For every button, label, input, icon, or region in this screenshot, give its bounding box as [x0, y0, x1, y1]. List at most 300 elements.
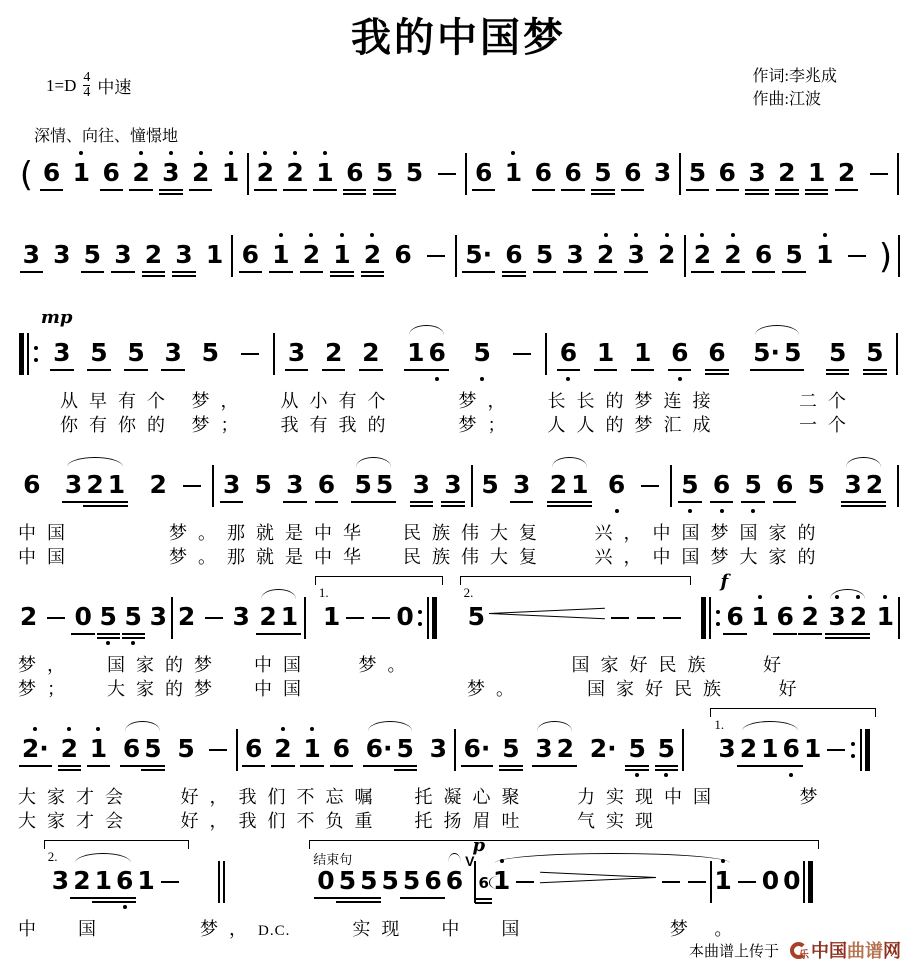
underline: [361, 271, 384, 273]
jianpu-note: 5: [473, 339, 490, 367]
dash: [663, 617, 681, 619]
underline: [752, 271, 775, 273]
dash: [427, 255, 445, 257]
jianpu-note: 5: [628, 735, 645, 763]
jianpu-note: 2: [286, 159, 303, 187]
underline: [591, 193, 614, 195]
underline: [441, 505, 464, 507]
jianpu-note: 6: [23, 470, 41, 499]
jianpu-note: 3: [566, 241, 583, 269]
underline: [330, 765, 353, 767]
barline: [171, 603, 173, 645]
underline: [691, 271, 714, 273]
dash: [738, 881, 756, 883]
dash: [516, 881, 534, 883]
jianpu-note: 5: [339, 867, 356, 895]
dash: [513, 353, 531, 355]
volta-bracket: [460, 585, 691, 631]
dash: [205, 617, 223, 619]
jianpu-note: 2: [801, 603, 818, 631]
jianpu-note: 1: [493, 867, 510, 895]
underline: [336, 897, 359, 899]
paren: (: [19, 155, 33, 195]
barline: [218, 867, 225, 909]
underline: [142, 271, 165, 273]
underline: [357, 901, 380, 903]
jianpu-note: 6: [318, 471, 335, 499]
underline: [400, 897, 423, 899]
octave-dot-low: [106, 641, 110, 645]
music-system-1: [2, 309, 915, 437]
underline: [113, 897, 136, 899]
underline: [83, 501, 106, 503]
octave-dot-high: [604, 233, 608, 237]
barline: [701, 603, 722, 645]
jianpu-note: 6: [242, 241, 259, 269]
jianpu-note: 2: [145, 241, 162, 269]
barline: [19, 339, 40, 381]
underline: [359, 369, 382, 371]
underline: [805, 193, 828, 195]
jianpu-note: 6: [755, 241, 772, 269]
lyrics-line: 大家才会 好，我们不忘嘱 托凝心聚 力实现中国 梦: [18, 787, 829, 807]
jianpu-note: 2: [303, 241, 320, 269]
jianpu-note: 2: [73, 867, 90, 895]
lyrics-line: 梦； 大家的梦 中国 梦。 国家好民族 好: [18, 679, 808, 699]
octave-dot-high: [370, 233, 374, 237]
jianpu-note: 6: [245, 735, 262, 763]
barline: [684, 241, 686, 283]
octave-dot-low: [664, 773, 668, 777]
underline: [62, 501, 85, 503]
underline: [462, 271, 495, 273]
underline: [58, 765, 81, 767]
jianpu-note: 3: [828, 603, 845, 631]
barline: [898, 241, 900, 283]
jianpu-note: 6: [624, 159, 641, 187]
underline: [336, 901, 359, 903]
underline: [313, 189, 336, 191]
jianpu-note: 5: [481, 470, 499, 499]
sheet-music-page: [0, 6, 917, 977]
slur: [364, 735, 416, 763]
jianpu-note: 5: [376, 159, 393, 187]
underline: [394, 765, 417, 767]
score-meta: [0, 65, 917, 123]
jianpu-note: 3: [429, 734, 448, 763]
barline: [212, 471, 214, 513]
jianpu-note: 5: [502, 735, 519, 763]
underline: [285, 369, 308, 371]
underline: [300, 271, 323, 273]
underline: [343, 193, 366, 195]
octave-dot-high: [665, 233, 669, 237]
dash: [641, 485, 659, 487]
jianpu-note: 6: [394, 240, 412, 269]
barline: [545, 339, 547, 381]
underline: [775, 189, 798, 191]
octave-dot-high: [293, 151, 297, 155]
underline: [269, 271, 292, 273]
underline: [283, 501, 306, 503]
octave-dot-high: [139, 151, 143, 155]
underline: [847, 633, 870, 635]
octave-dot-high: [883, 595, 887, 599]
jianpu-note: 5: [403, 867, 420, 895]
underline: [300, 765, 323, 767]
music-system-2: [2, 441, 915, 569]
underline: [557, 369, 580, 371]
underline: [271, 765, 294, 767]
underline: [278, 633, 301, 635]
jianpu-note: 1: [303, 735, 320, 763]
jianpu-note: 6: [708, 339, 725, 367]
jianpu-note: 6: [116, 867, 133, 895]
jianpu-note: 5: [201, 338, 219, 367]
underline: [124, 369, 147, 371]
lyrics-line: 中国 梦。那就是中华 民族伟大复 兴，中国梦国家的: [18, 523, 827, 543]
underline: [40, 189, 63, 191]
underline: [256, 633, 279, 635]
octave-dot-high: [721, 859, 725, 863]
jianpu-note: 1: [751, 603, 768, 631]
jianpu-note: 2: [274, 735, 291, 763]
underline: [624, 271, 647, 273]
jianpu-note: 5: [354, 471, 371, 499]
jianpu-note: 0: [783, 866, 801, 895]
jianpu-note: 1: [281, 603, 298, 631]
jianpu-note: 3: [413, 471, 430, 499]
octave-dot-high: [263, 151, 267, 155]
jianpu-note: 5: [381, 866, 399, 895]
barline: [897, 159, 899, 201]
underline: [97, 637, 120, 639]
music-line: mp 3 5 5 3 5 3 2 2 1 6 5 6 1 1 6 6 5· 5 5 5: [2, 309, 915, 389]
jianpu-note: 2: [694, 241, 711, 269]
underline: [87, 765, 110, 767]
underline: [159, 189, 182, 191]
jianpu-note: 5: [127, 339, 144, 367]
underline: [105, 501, 128, 503]
volta-label: 结束句: [313, 852, 353, 867]
jianpu-note: 1: [205, 240, 224, 269]
underline: [547, 505, 570, 507]
jianpu-note: 5: [689, 159, 706, 187]
octave-dot-high: [96, 727, 100, 731]
lyrics-line: 从早有个 梦， 从小有个 梦， 长长的梦连接 二个: [60, 391, 857, 411]
underline: [373, 193, 396, 195]
jianpu-note: 0: [317, 867, 334, 895]
underline: [782, 271, 805, 273]
underline: [568, 501, 591, 503]
underline: [71, 633, 94, 635]
underline: [591, 189, 614, 191]
breath-mark: V: [465, 853, 475, 869]
jianpu-note: 2: [362, 339, 379, 367]
underline: [70, 897, 93, 899]
dash: [827, 749, 845, 751]
underline: [594, 369, 617, 371]
underline: [499, 765, 522, 767]
jianpu-note: 5: [594, 159, 611, 187]
octave-dot-low: [123, 905, 127, 909]
jianpu-note: 2: [850, 603, 867, 631]
jianpu-note: 2: [550, 471, 567, 499]
jianpu-note: 3: [844, 471, 861, 499]
barline: [455, 241, 457, 283]
underline: [773, 501, 796, 503]
jianpu-note: 5: [144, 735, 161, 763]
underline: [781, 369, 804, 371]
jianpu-note: 2·: [589, 734, 617, 763]
volta-label: 2.: [47, 849, 58, 864]
barline: [679, 159, 681, 201]
jianpu-note: 6·: [366, 735, 393, 763]
jianpu-note: 2: [86, 471, 103, 499]
jianpu-note: 5·: [465, 241, 492, 269]
underline: [625, 765, 648, 767]
octave-dot-high: [279, 233, 283, 237]
underline: [81, 271, 104, 273]
jianpu-note: 5: [658, 735, 675, 763]
jianpu-note: 6: [475, 159, 492, 187]
slur: [842, 471, 885, 499]
jianpu-note: 6: [535, 159, 552, 187]
jianpu-note: 0: [396, 602, 414, 631]
octave-dot-low: [635, 773, 639, 777]
jianpu-note: 6: [726, 603, 743, 631]
underline: [668, 369, 691, 371]
barline: [247, 159, 249, 201]
underline: [220, 501, 243, 503]
jianpu-note: 6: [333, 735, 350, 763]
underline: [373, 189, 396, 191]
jianpu-note: 1: [571, 471, 588, 499]
underline: [330, 275, 353, 277]
jianpu-note: 5: [254, 470, 272, 499]
jianpu-note: 3: [286, 471, 303, 499]
music-system-4: [2, 705, 915, 833]
jianpu-note: 5: [90, 339, 107, 367]
octave-dot-high: [199, 151, 203, 155]
octave-dot-high: [835, 595, 839, 599]
slur: [738, 735, 802, 763]
underline: [502, 271, 525, 273]
jianpu-note: 5·: [753, 339, 780, 367]
octave-dot-high: [808, 595, 812, 599]
jianpu-note: 1: [505, 159, 522, 187]
dash: [346, 617, 364, 619]
lyrics-line: 中国 梦。那就是中华 民族伟大复 兴，中国梦大家的: [18, 547, 827, 567]
underline: [129, 189, 152, 191]
dash: [848, 255, 866, 257]
lyrics-line: 大家才会 好，我们不负重 托扬眉吐 气实现: [18, 811, 664, 831]
underline: [363, 765, 396, 767]
hairpin: [538, 870, 658, 884]
underline: [705, 369, 728, 371]
volta-bracket: [710, 717, 876, 777]
underline: [705, 373, 728, 375]
underline: [472, 189, 495, 191]
underline: [421, 897, 444, 899]
jianpu-note: 2: [724, 241, 741, 269]
jianpu-note: 6: [564, 159, 581, 187]
underline: [172, 271, 195, 273]
underline: [532, 189, 555, 191]
barline: [710, 867, 712, 909]
underline: [330, 271, 353, 273]
jianpu-note: 3: [114, 241, 131, 269]
barline: [670, 471, 672, 513]
underline: [322, 369, 345, 371]
jianpu-note: 6: [719, 159, 736, 187]
score: [0, 145, 917, 943]
jianpu-note: 6: [428, 339, 445, 367]
footer: [689, 937, 901, 963]
jianpu-note: 3: [175, 241, 192, 269]
underline: [554, 765, 577, 767]
music-intro-line-1: [2, 145, 915, 223]
jianpu-note: 3: [232, 602, 250, 631]
volta-bracket: [44, 849, 189, 895]
jianpu-note: 2: [192, 159, 209, 187]
jianpu-note: 1: [90, 735, 107, 763]
underline: [594, 271, 617, 273]
jianpu-note: 1: [95, 867, 112, 895]
lyrics-line: 梦， 国家的梦 中国 梦。 国家好民族 好: [18, 655, 792, 675]
jianpu-note: 6: [103, 159, 120, 187]
octave-dot-low: [480, 377, 484, 381]
barline: [273, 339, 275, 381]
underline: [841, 505, 864, 507]
music-line: 2 0 5 5 3 2 3 2 1 1. 1 0 2. 5 f 6 1 6 2 3 2 1: [2, 573, 915, 653]
underline: [441, 501, 464, 503]
grace-note: 6: [478, 870, 488, 896]
jianpu-note: 6: [713, 471, 730, 499]
jianpu-note: 5: [125, 603, 142, 631]
barline: [465, 159, 467, 201]
octave-dot-high: [500, 859, 504, 863]
jianpu-note: 2·: [22, 735, 49, 763]
barline: [897, 471, 899, 513]
octave-dot-low: [720, 509, 724, 513]
jianpu-note: 5: [467, 602, 486, 631]
dash: [870, 173, 888, 175]
jianpu-note: 5: [784, 339, 801, 367]
slur: [352, 471, 395, 499]
underline: [835, 189, 858, 191]
underline: [750, 369, 783, 371]
underline: [533, 271, 556, 273]
octave-dot-high: [310, 727, 314, 731]
dash: [161, 881, 179, 883]
jianpu-note: 3: [288, 339, 305, 367]
octave-dot-low: [751, 509, 755, 513]
jianpu-note: 5: [536, 241, 553, 269]
underline: [745, 189, 768, 191]
music-line: [2, 705, 915, 785]
jianpu-note: 6: [445, 866, 464, 895]
jianpu-note: 5: [785, 241, 802, 269]
octave-dot-low: [678, 377, 682, 381]
underline: [159, 193, 182, 195]
octave-dot-high: [731, 233, 735, 237]
jianpu-note: 2: [740, 735, 757, 763]
underline: [863, 369, 886, 371]
dash: [688, 881, 706, 883]
barline: [304, 603, 306, 645]
underline: [242, 765, 265, 767]
jianpu-note: 3: [51, 866, 70, 895]
underline: [357, 897, 380, 899]
underline: [655, 769, 678, 771]
jianpu-note: 6: [608, 471, 625, 499]
underline: [283, 189, 306, 191]
page-title: 我的中国梦: [351, 15, 566, 60]
underline: [775, 193, 798, 195]
jianpu-note: 1: [322, 602, 341, 631]
music-system-3: [2, 573, 915, 701]
underline: [721, 271, 744, 273]
key-label: 1=D: [46, 75, 77, 95]
underline: [97, 633, 120, 635]
barline: [231, 241, 233, 283]
underline: [142, 275, 165, 277]
uploaded-by-text: 本曲谱上传于: [688, 943, 779, 960]
jianpu-note: 2: [177, 602, 196, 631]
underline: [92, 901, 115, 903]
underline: [100, 189, 123, 191]
jianpu-note: 2: [325, 339, 342, 367]
underline: [20, 271, 43, 273]
octave-dot-high: [511, 151, 515, 155]
barline: [896, 339, 898, 381]
jianpu-note: 3: [748, 159, 765, 187]
underline: [568, 505, 591, 507]
dash: [637, 617, 655, 619]
jianpu-note: 2: [597, 241, 614, 269]
barline: [471, 471, 473, 513]
jianpu-note: 3: [149, 602, 167, 631]
underline: [343, 189, 366, 191]
underline: [87, 369, 110, 371]
octave-dot-low: [688, 509, 692, 513]
jianpu-note: 3: [162, 159, 179, 187]
jianpu-note: 1: [108, 471, 125, 499]
jianpu-note: 6: [776, 603, 793, 631]
underline: [502, 275, 525, 277]
octave-dot-high: [823, 233, 827, 237]
jianpu-note: 6: [776, 471, 793, 499]
jianpu-note: 3: [53, 339, 70, 367]
jianpu-note: 3: [164, 339, 181, 367]
jianpu-note: 1: [714, 867, 731, 895]
slur: [751, 339, 803, 367]
jianpu-note: 3: [513, 471, 530, 499]
dash: [611, 617, 629, 619]
jianpu-note: 1: [222, 159, 239, 187]
underline: [475, 902, 491, 904]
octave-dot-high: [856, 595, 860, 599]
barline: [849, 735, 870, 777]
underline: [410, 505, 433, 507]
jianpu-note: 2: [132, 159, 149, 187]
jianpu-note: 3: [65, 471, 82, 499]
barline: [682, 735, 684, 777]
barline: [803, 867, 813, 909]
slur: [71, 867, 135, 895]
meter-denominator: 4: [83, 85, 91, 100]
